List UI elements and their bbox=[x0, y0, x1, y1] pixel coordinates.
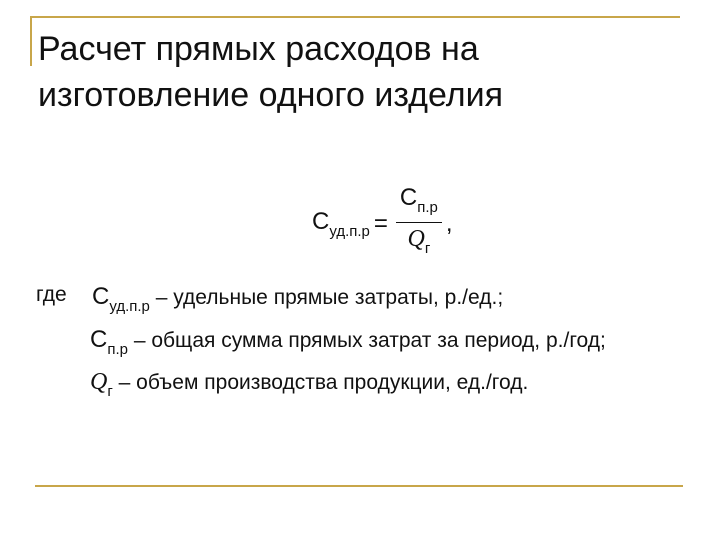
equals-sign: = bbox=[373, 210, 388, 237]
fraction bbox=[396, 184, 442, 265]
lhs-symbol: С bbox=[312, 208, 330, 235]
where-label: где bbox=[36, 283, 67, 306]
def-text: – удельные прямые затраты, р./ед.; bbox=[149, 286, 504, 309]
def-text: – объем производства продукции, ед./год. bbox=[112, 371, 529, 394]
title-line-1: Расчет прямых расходов на bbox=[38, 30, 479, 68]
frame-left-line bbox=[30, 16, 32, 66]
def-subscript: уд.п.р bbox=[109, 298, 150, 315]
num-subscript: п.р bbox=[417, 198, 438, 216]
title-line-2: изготовление одного изделия bbox=[38, 76, 504, 114]
fraction-numerator bbox=[396, 184, 442, 222]
formula-comma: , bbox=[445, 210, 453, 237]
frame-bottom-line bbox=[35, 485, 683, 487]
definition-item bbox=[90, 369, 528, 400]
lhs-subscript: уд.п.р bbox=[329, 223, 370, 240]
definition-item bbox=[90, 326, 606, 358]
def-subscript: г bbox=[107, 383, 113, 400]
den-subscript: г bbox=[424, 239, 431, 257]
def-symbol: С bbox=[90, 326, 108, 353]
definition-item bbox=[92, 283, 503, 315]
formula-lhs bbox=[312, 208, 370, 240]
frame-top-line bbox=[30, 16, 680, 18]
def-symbol: Q bbox=[90, 369, 108, 395]
num-symbol: С bbox=[399, 183, 418, 211]
fraction-denominator bbox=[408, 223, 431, 265]
def-symbol: С bbox=[92, 283, 110, 310]
def-text: – общая сумма прямых затрат за период, р./год; bbox=[127, 329, 606, 352]
den-symbol: Q bbox=[407, 225, 425, 252]
formula bbox=[312, 183, 453, 260]
def-subscript: п.р bbox=[107, 341, 128, 358]
slide-title bbox=[38, 26, 668, 118]
